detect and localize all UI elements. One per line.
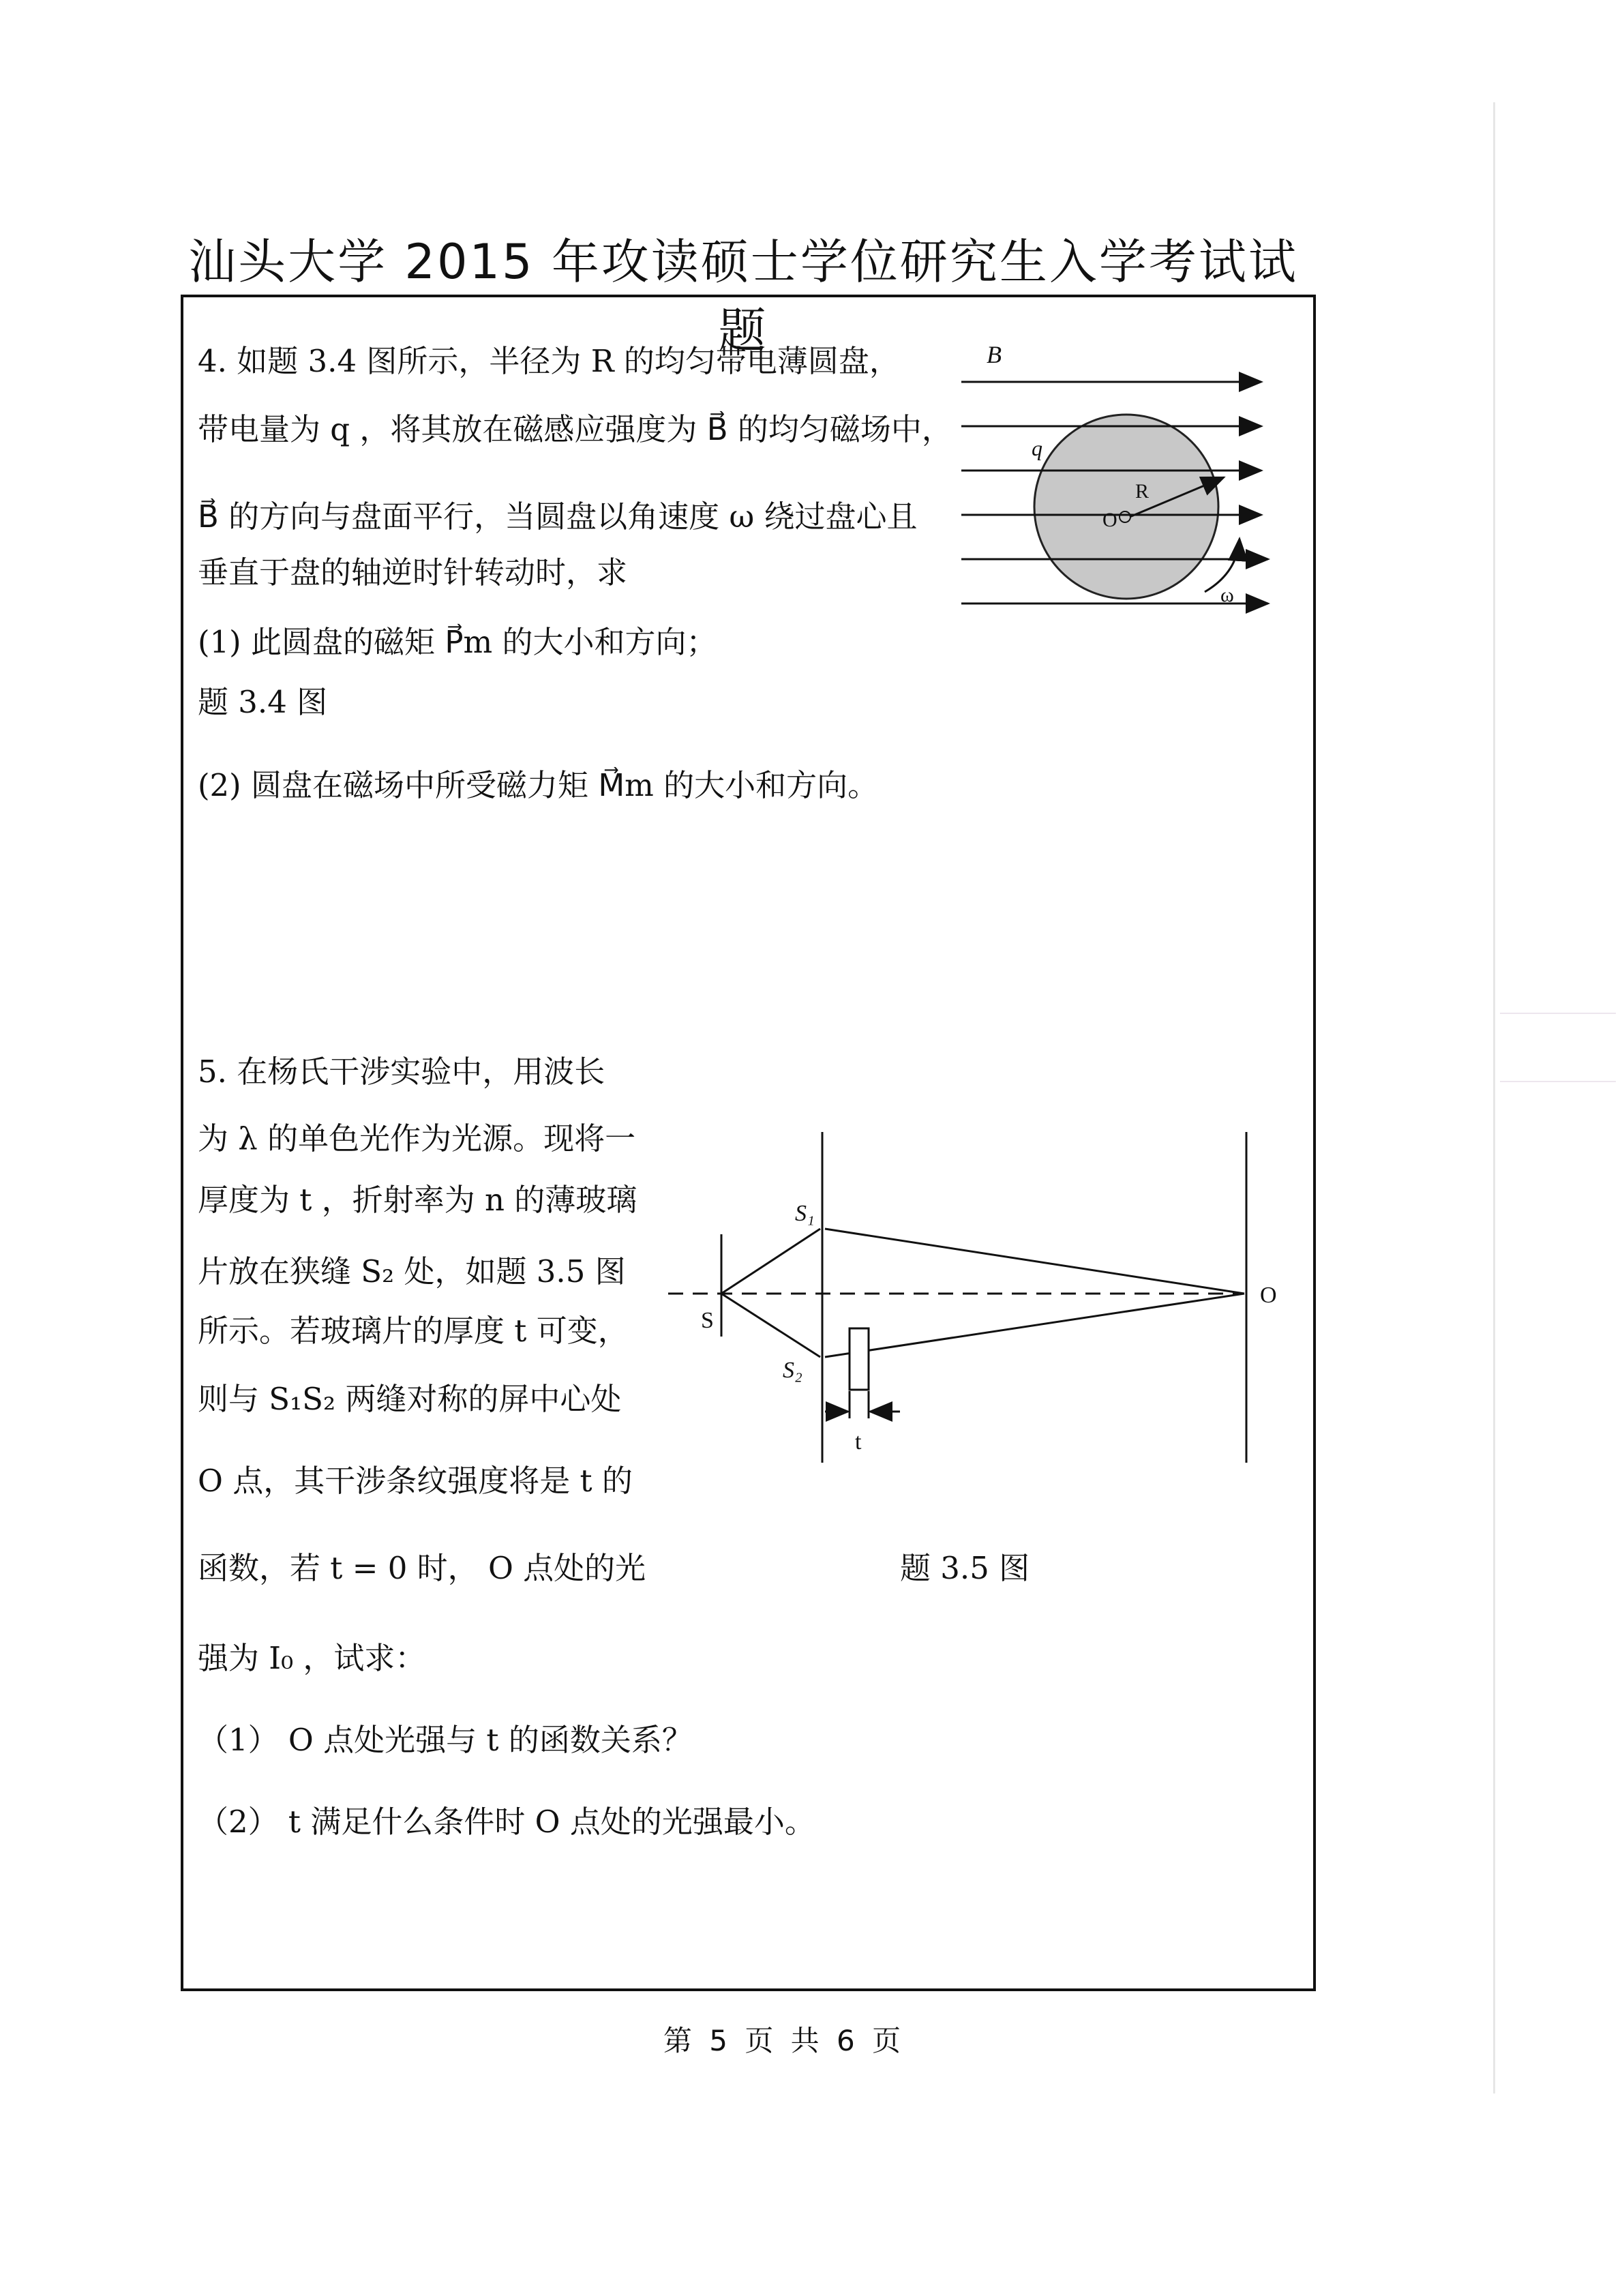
q4-line-1: 4. 如题 3.4 图所示，半径为 R 的均匀带电薄圆盘，: [198, 343, 900, 379]
q5-line-8: 函数，若 t = 0 时， O 点处的光: [198, 1550, 646, 1586]
q4-line-3: B⃗ 的方向与盘面平行，当圆盘以角速度 ω 绕过盘心且: [198, 498, 918, 535]
q5-line-9: 强为 I₀ ，试求：: [198, 1640, 426, 1676]
label-q: q: [1032, 436, 1042, 460]
q5-line-4: 片放在狭缝 S₂ 处，如题 3.5 图: [198, 1253, 626, 1289]
q5-line-2: 为 λ 的单色光作为光源。现将一: [198, 1120, 636, 1157]
charged-disk: [1034, 415, 1218, 599]
ray-s-s1: [721, 1229, 820, 1294]
q5-line-7: O 点，其干涉条纹强度将是 t 的: [198, 1463, 633, 1499]
page-footer: 第 5 页 共 6 页: [663, 2024, 905, 2057]
scan-mark: [1500, 1081, 1616, 1082]
q5-line-5: 所示。若玻璃片的厚度 t 可变，: [198, 1313, 629, 1349]
label-s2: S₂: [783, 1358, 802, 1383]
scan-edge: [1493, 102, 1495, 2093]
label-o: O: [1260, 1283, 1277, 1308]
q5-line-1: 5. 在杨氏干涉实验中，用波长: [198, 1054, 605, 1090]
figure-3-4: [951, 334, 1278, 627]
q5-figure-caption: 题 3.5 图: [900, 1550, 1030, 1586]
figure-3-5: [661, 1125, 1295, 1480]
q4-part-1: (1) 此圆盘的磁矩 P⃗m 的大小和方向；: [198, 624, 717, 660]
q4-figure-caption: 题 3.4 图: [198, 684, 328, 720]
q5-line-3: 厚度为 t ，折射率为 n 的薄玻璃: [198, 1182, 637, 1218]
ray-s2-o: [825, 1294, 1244, 1357]
q5-part-2: （2） t 满足什么条件时 O 点处的光强最小。: [198, 1804, 815, 1840]
q4-line-2: 带电量为 q ，将其放在磁感应强度为 B⃗ 的均匀磁场中，: [198, 411, 952, 447]
ray-s1-o: [825, 1229, 1244, 1294]
glass-plate: [850, 1328, 869, 1390]
scan-mark: [1500, 1013, 1616, 1014]
ray-s-s2: [721, 1294, 820, 1357]
label-omega: ω: [1220, 584, 1234, 606]
label-t: t: [855, 1429, 862, 1455]
label-R: R: [1135, 480, 1150, 503]
q4-part-2: (2) 圆盘在磁场中所受磁力矩 M⃗m 的大小和方向。: [198, 767, 879, 803]
label-s1: S₁: [795, 1201, 815, 1226]
page-title: 汕头大学 2015 年攻读硕士学位研究生入学考试试题: [188, 234, 1298, 359]
label-B: B⃗: [987, 341, 1021, 368]
q5-part-1: （1） O 点处光强与 t 的函数关系？: [198, 1722, 693, 1758]
q5-line-6: 则与 S₁S₂ 两缝对称的屏中心处: [198, 1381, 622, 1417]
q4-line-4: 垂直于盘的轴逆时针转动时，求: [198, 554, 628, 591]
label-s: S: [701, 1308, 714, 1333]
label-O: O: [1102, 509, 1117, 531]
